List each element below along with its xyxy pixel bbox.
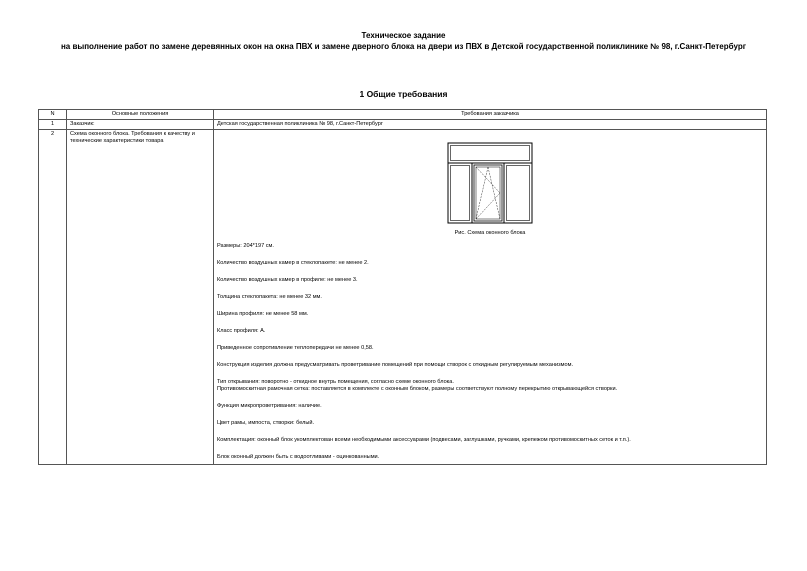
requirements-cell [214,130,767,465]
requirement-item: Ширина профиля: не менее 58 мм. [217,311,309,317]
requirements-table [38,109,767,465]
header-main-provisions: Основные положения [67,110,214,120]
requirement-item: Блок оконный должен быть с водоотливами - оцинкованными. [217,454,380,460]
document-title [40,30,767,52]
window-scheme [217,130,763,237]
requirement-item: Комплектация: оконный блок укомплектован всеми необходимыми аксессуарами (подвесами, заглушками, ручками, крепежом противомоскитных сеток и т.п.). [217,437,631,443]
requirement-item: Противомоскитная рамочная сетка: поставляется в комплекте с оконным блоком, размеры соответствуют полному перекрытию открывающейся створки. [217,386,618,392]
table-row [39,130,767,465]
table-header-row [39,110,767,120]
header-number: N [39,110,67,120]
row-value: Детская государственная поликлиника № 98, г.Санкт-Петербург [214,120,767,130]
requirement-item: Функция микропроветривания: наличие. [217,403,322,409]
row-label: Схема оконного блока. Требования к качеству и технические характеристики товара [67,130,214,465]
title-line-1: Техническое задание [361,31,446,40]
header-customer-requirements: Требования заказчика [214,110,767,120]
row-number: 1 [39,120,67,130]
requirement-item: Толщина стеклопакета: не менее 32 мм. [217,294,322,300]
requirement-item: Цвет рамы, импоста, створки: белый. [217,420,315,426]
requirement-item: Тип открывания: поворотно - откидное внутрь помещения, согласно схеме оконного блока. [217,379,454,385]
table-row [39,120,767,130]
row-label: Заказчик: [67,120,214,130]
requirement-item: Класс профиля: А. [217,328,266,334]
section-heading: 1 Общие требования [359,89,448,99]
window-scheme-drawing [447,142,533,224]
title-line-2: на выполнение работ по замене деревянных окон на окна ПВХ и замене дверного блока на двери из ПВХ в Детской государственной поликлинике № 98, г.Санкт-Петербург [60,42,747,51]
requirement-item: Количество воздушных камер в профиле: не менее 3. [217,277,358,283]
requirement-item: Количество воздушных камер в стеклопакете: не менее 2. [217,260,369,266]
requirement-item: Приведенное сопротивление теплопередачи не менее 0,58. [217,345,374,351]
requirement-item: Конструкция изделия должна предусматривать проветривание помещений при помощи створок с откидным регулируемым механизмом. [217,362,574,368]
row-number: 2 [39,130,67,465]
requirement-item: Размеры: 204*197 см. [217,243,274,249]
scheme-caption: Рис. Схема оконного блока [454,230,526,236]
